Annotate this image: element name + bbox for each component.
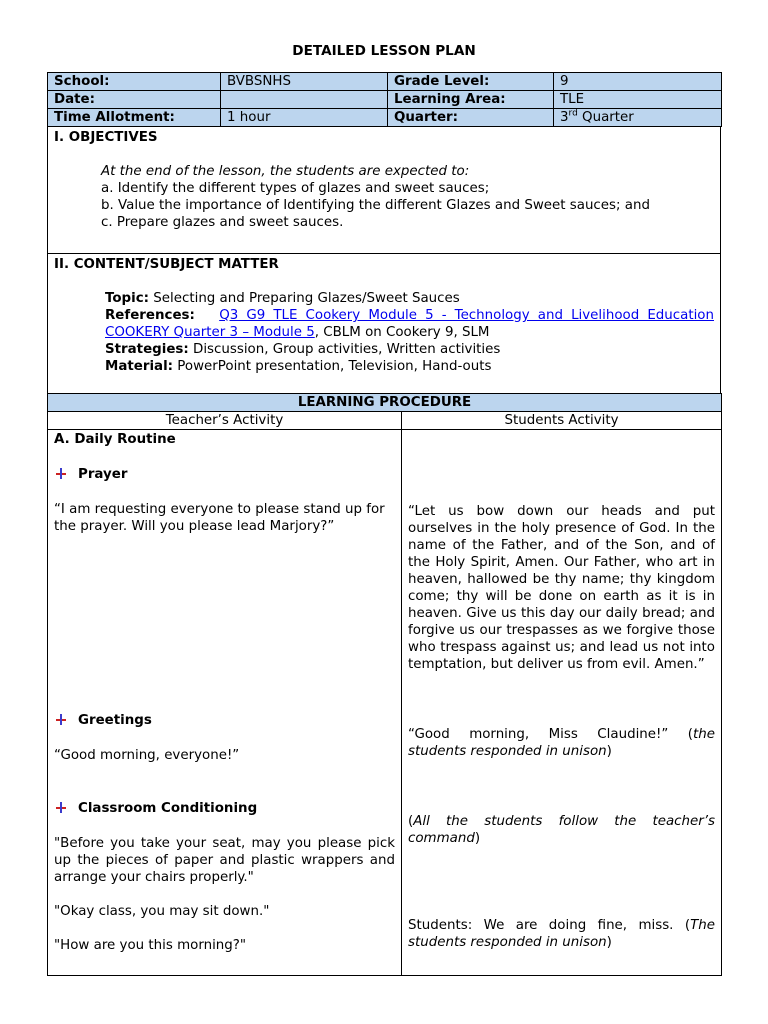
content-row (48, 254, 721, 398)
school-label: School: (48, 73, 221, 91)
conditioning-heading: Classroom Conditioning (54, 800, 395, 817)
document-title: DETAILED LESSON PLAN (292, 43, 476, 59)
strategies-value: Discussion, Group activities, Written activities (188, 342, 501, 357)
objective-item: b. Value the importance of Identifying the different Glazes and Sweet sauces; and (101, 198, 650, 213)
column-header-row (48, 412, 722, 430)
date-label: Date: (48, 91, 221, 109)
header-row-2 (48, 91, 722, 109)
bullet-arrow-icon (56, 468, 66, 479)
quarter-ordinal: rd (568, 108, 578, 119)
objectives-section (48, 127, 721, 254)
grade-level-value: 9 (554, 73, 722, 91)
procedure-heading: LEARNING PROCEDURE (48, 394, 722, 412)
greetings-heading: Greetings (54, 712, 395, 729)
prayer-heading: Prayer (54, 466, 395, 483)
topic-line (105, 290, 714, 307)
student-column-header: Students Activity (402, 412, 722, 430)
header-row-1 (48, 73, 722, 91)
quarter-word: Quarter (577, 110, 634, 125)
conditioning-teacher-text: "Before you take your seat, may you please pick up the pieces of paper and plastic wrappers and arrange your chairs properly." (54, 836, 395, 885)
prayer-teacher-text: “I am requesting everyone to please stand up for the prayer. Will you please lead Marjory?” (54, 502, 385, 534)
objectives-content-table (47, 126, 721, 398)
objective-item: c. Prepare glazes and sweet sauces. (101, 215, 344, 230)
date-value (221, 91, 388, 109)
daily-routine-heading: A. Daily Routine (54, 432, 176, 447)
material-line (105, 358, 714, 375)
prayer-student-text: “Let us bow down our heads and put ourselves in the holy presence of God. In the name of the Father, and of the Son, and of the Holy Spirit, Amen. Our Father, who art in heaven, hallowed be thy name; thy kingdom come; thy will be done on earth as it is in heaven. Give us this day our daily bread; and forgive us our trespasses as we forgive those who trespass against us; and lead us not into temptation, but deliver us from evil. Amen.” (408, 504, 715, 672)
procedure-table (47, 393, 722, 976)
objective-item: a. Identify the different types of glazes and sweet sauces; (101, 181, 490, 196)
content-heading: II. CONTENT/SUBJECT MATTER (54, 257, 279, 272)
how-are-you-student-text: Students: We are doing fine, miss. (The students responded in unison) (408, 918, 715, 950)
quarter-number: 3 (560, 110, 569, 125)
strategies-line (105, 341, 714, 358)
student-activity-cell (402, 430, 722, 976)
topic-label: Topic: (105, 291, 150, 306)
quarter-label: Quarter: (388, 109, 554, 127)
material-label: Material: (105, 359, 174, 374)
references-link[interactable]: Q3 G9 TLE Cookery Module 5 - Technology and Livelihood Education COOKERY Quarter 3 – Module 5 (105, 308, 714, 340)
procedure-body-row (48, 430, 722, 976)
time-allotment-value: 1 hour (221, 109, 388, 127)
time-allotment-label: Time Allotment: (48, 109, 221, 127)
greetings-teacher-text: “Good morning, everyone!” (54, 748, 240, 763)
sit-down-teacher-text: "Okay class, you may sit down." (54, 904, 270, 919)
bullet-arrow-icon (56, 802, 66, 813)
objectives-heading: I. OBJECTIVES (54, 130, 158, 145)
header-row-3 (48, 109, 722, 127)
topic-value: Selecting and Preparing Glazes/Sweet Sauces (149, 291, 460, 306)
objectives-intro: At the end of the lesson, the students are expected to: (101, 164, 470, 179)
content-body (54, 273, 714, 375)
strategies-label: Strategies: (105, 342, 189, 357)
material-value: PowerPoint presentation, Television, Hand-outs (173, 359, 492, 374)
references-rest: , CBLM on Cookery 9, SLM (314, 325, 490, 340)
how-are-you-teacher-text: "How are you this morning?" (54, 938, 247, 953)
objectives-row (48, 127, 721, 254)
content-section (48, 254, 721, 398)
quarter-value (554, 109, 722, 127)
school-value: BVBSNHS (221, 73, 388, 91)
learning-area-label: Learning Area: (388, 91, 554, 109)
bullet-arrow-icon (56, 714, 66, 725)
procedure-heading-row (48, 394, 722, 412)
teacher-column-header: Teacher’s Activity (48, 412, 402, 430)
learning-area-value: TLE (554, 91, 722, 109)
conditioning-student-text: (All the students follow the teacher’s command) (408, 814, 715, 846)
header-table (47, 72, 722, 127)
grade-level-label: Grade Level: (388, 73, 554, 91)
objectives-body (54, 146, 714, 231)
teacher-activity-cell (48, 430, 402, 976)
references-line (105, 307, 714, 341)
references-label: References: (105, 308, 195, 323)
greetings-student-text: “Good morning, Miss Claudine!” (the students responded in unison) (408, 727, 715, 759)
